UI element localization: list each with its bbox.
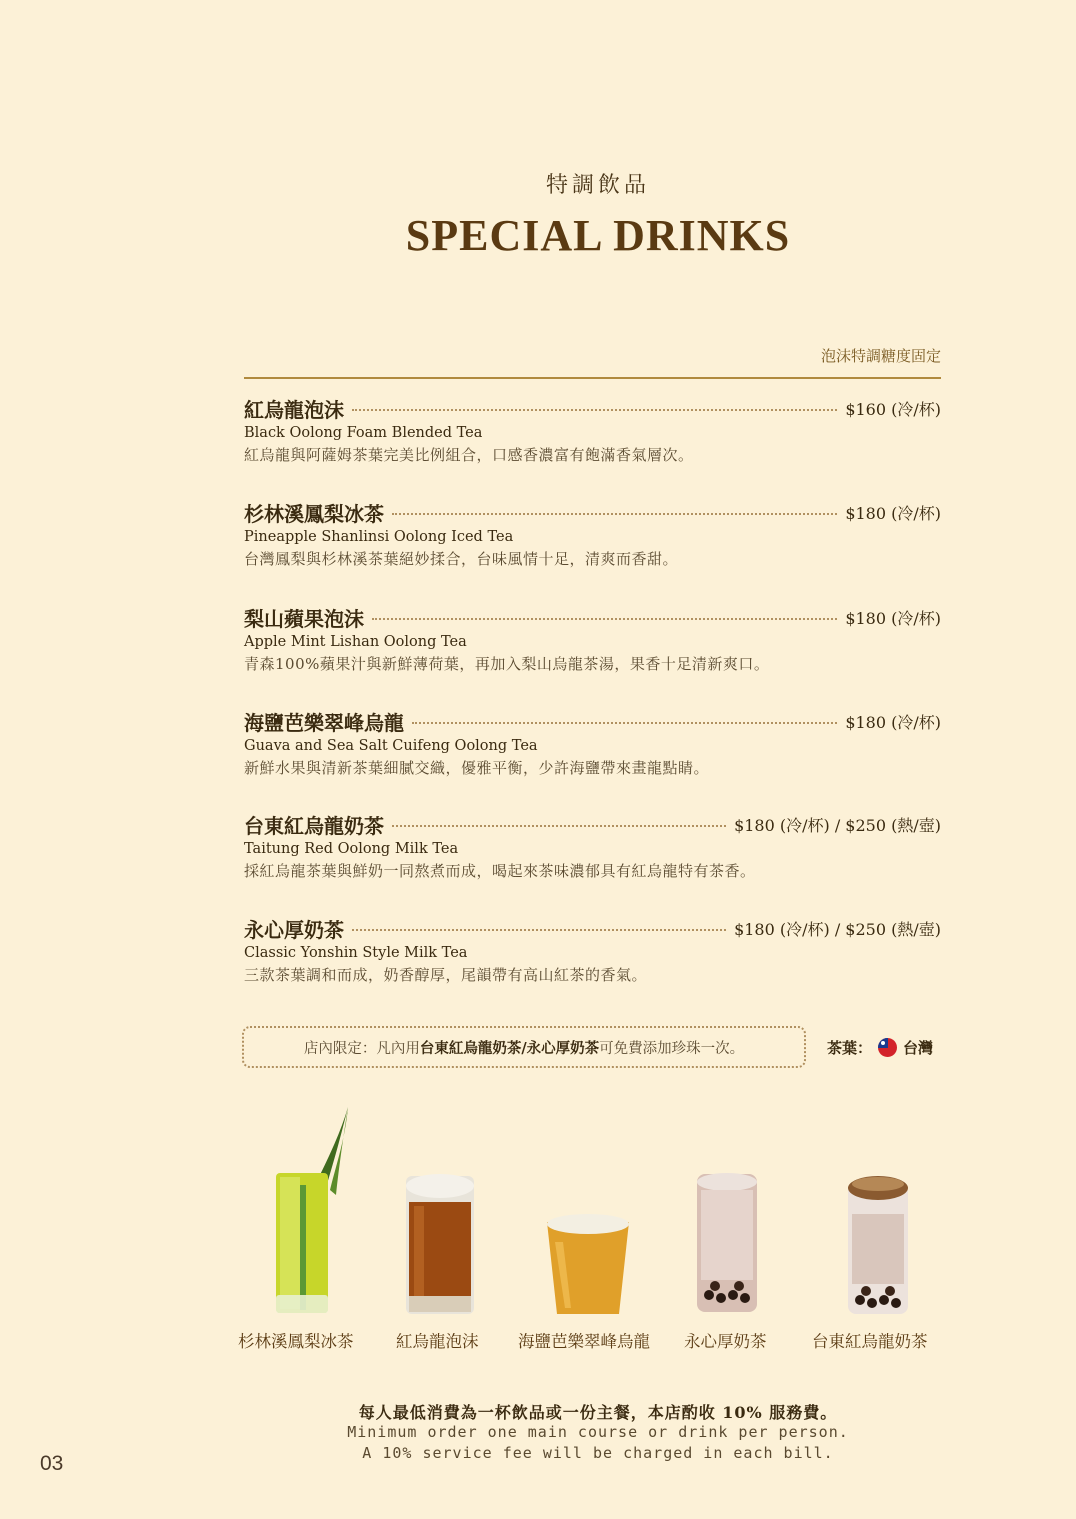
item-english-name: Apple Mint Lishan Oolong Tea: [244, 634, 467, 650]
item-description: 採紅烏龍茶葉與鮮奶一同熬煮而成，喝起來茶味濃郁具有紅烏龍特有茶香。: [244, 862, 756, 880]
menu-item: [244, 393, 941, 467]
guava-sea-salt-oolong-photo: [545, 1212, 631, 1320]
promo-highlight: 台東紅烏龍奶茶/永心厚奶茶: [419, 1039, 600, 1057]
promo-suffix: 可免費添加珍珠一次。: [599, 1040, 745, 1057]
item-price: $160 (冷/杯): [845, 399, 941, 419]
dotted-leader: [352, 929, 726, 931]
header-divider: [244, 377, 941, 379]
photo-caption: 海鹽芭樂翠峰烏龍: [518, 1332, 650, 1351]
item-price: $180 (冷/杯) / $250 (熱/壺): [734, 919, 941, 939]
tea-origin: [827, 1037, 933, 1058]
photo-caption: 杉林溪鳳梨冰茶: [238, 1332, 354, 1351]
service-fee-notice-en: A 10% service fee will be charged in each bill.: [362, 1444, 834, 1462]
dotted-leader: [412, 722, 837, 724]
dotted-leader: [392, 513, 837, 515]
item-name: 杉林溪鳳梨冰茶: [244, 501, 384, 526]
item-name: 梨山蘋果泡沫: [244, 606, 364, 631]
item-description: 紅烏龍與阿薩姆茶葉完美比例組合，口感香濃富有飽滿香氣層次。: [244, 446, 694, 464]
menu-item: [244, 497, 941, 571]
taitung-red-oolong-milk-tea-photo: [844, 1174, 914, 1320]
photo-caption: 台東紅烏龍奶茶: [812, 1332, 928, 1351]
yonshin-milk-tea-photo: [693, 1170, 763, 1318]
item-description: 青森100%蘋果汁與新鮮薄荷葉，再加入梨山烏龍茶湯，果香十足清新爽口。: [244, 655, 770, 673]
minimum-charge-notice-cn: 每人最低消費為一杯飲品或一份主餐，本店酌收 10% 服務費。: [358, 1403, 838, 1422]
item-description: 三款茶葉調和而成，奶香醇厚，尾韻帶有高山紅茶的香氣。: [244, 966, 648, 984]
item-english-name: Classic Yonshin Style Milk Tea: [244, 945, 468, 961]
menu-item: [244, 602, 941, 676]
dotted-leader: [372, 618, 837, 620]
dotted-leader: [352, 409, 837, 411]
menu-item: [244, 913, 941, 987]
page-title-english: SPECIAL DRINKS: [405, 211, 791, 260]
pineapple-iced-tea-photo: [270, 1105, 360, 1320]
item-price: $180 (冷/杯): [845, 503, 941, 523]
item-english-name: Pineapple Shanlinsi Oolong Iced Tea: [244, 529, 514, 545]
black-oolong-foam-photo: [402, 1172, 482, 1320]
item-price: $180 (冷/杯) / $250 (熱/壺): [734, 815, 941, 835]
item-name: 永心厚奶茶: [244, 917, 344, 942]
item-english-name: Black Oolong Foam Blended Tea: [244, 425, 483, 441]
photo-caption: 永心厚奶茶: [684, 1332, 767, 1351]
item-name: 海鹽芭樂翠峰烏龍: [244, 710, 404, 735]
sugar-note: 泡沫特調糖度固定: [820, 347, 941, 365]
taiwan-flag-icon: [878, 1038, 897, 1057]
origin-country: 台灣: [903, 1039, 934, 1057]
item-price: $180 (冷/杯): [845, 712, 941, 732]
promo-prefix: 店內限定：凡內用: [303, 1040, 420, 1057]
photo-caption: 紅烏龍泡沫: [396, 1332, 479, 1351]
promo-notice: [242, 1026, 806, 1068]
dotted-leader: [392, 825, 726, 827]
menu-item: [244, 706, 941, 780]
item-description: 台灣鳳梨與杉林溪茶葉絕妙揉合，台味風情十足，清爽而香甜。: [244, 550, 679, 568]
menu-item: [244, 809, 941, 883]
item-english-name: Taitung Red Oolong Milk Tea: [244, 841, 459, 857]
page-title-chinese: 特調飲品: [545, 173, 650, 198]
item-english-name: Guava and Sea Salt Cuifeng Oolong Tea: [244, 738, 538, 754]
minimum-charge-notice-en: Minimum order one main course or drink per person.: [347, 1423, 849, 1441]
item-name: 紅烏龍泡沫: [244, 397, 344, 422]
item-description: 新鮮水果與清新茶葉細膩交織，優雅平衡，少許海鹽帶來畫龍點睛。: [244, 759, 710, 777]
origin-label: 茶葉：: [827, 1039, 873, 1057]
item-name: 台東紅烏龍奶茶: [244, 813, 384, 838]
item-price: $180 (冷/杯): [845, 608, 941, 628]
page-number: 03: [40, 1452, 64, 1475]
